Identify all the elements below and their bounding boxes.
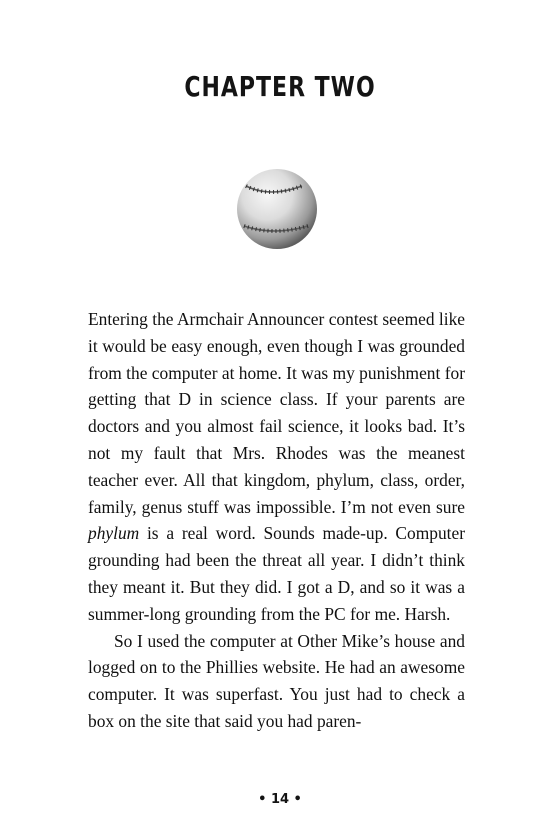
paragraph-1-part-1: Entering the Armchair Announcer contest seemed like it would be easy enough, even though I was grounded from the computer at home. It was my punishment for getting that D in science class. If your parents are doctors and you almost fail science, it looks bad. It’s not my fault that Mrs. Rhodes was the meanest teacher ever. All that kingdom, phylum, class, order, family, genus stuff was impossible. I’m not even sure [88,309,465,517]
baseball-icon [232,164,322,254]
body-text [88,306,465,735]
chapter-title: CHAPTER TWO [184,72,376,104]
paragraph-1-part-2: is a real word. Sounds made-up. Computer grounding had been the threat all year. I didn’t think they meant it. But they did. I got a D, and so it was a summer-long grounding from the PC for me. Harsh. [88,523,465,624]
paragraph-1-emphasis: phylum [88,523,140,544]
paragraph-1 [88,306,465,628]
page-number: • 14 • [258,792,302,807]
paragraph-2: So I used the computer at Other Mike’s house and logged on to the Phillies website. He had an awesome computer. It was superfast. You just had to check a box on the site that said you had paren- [88,630,465,731]
